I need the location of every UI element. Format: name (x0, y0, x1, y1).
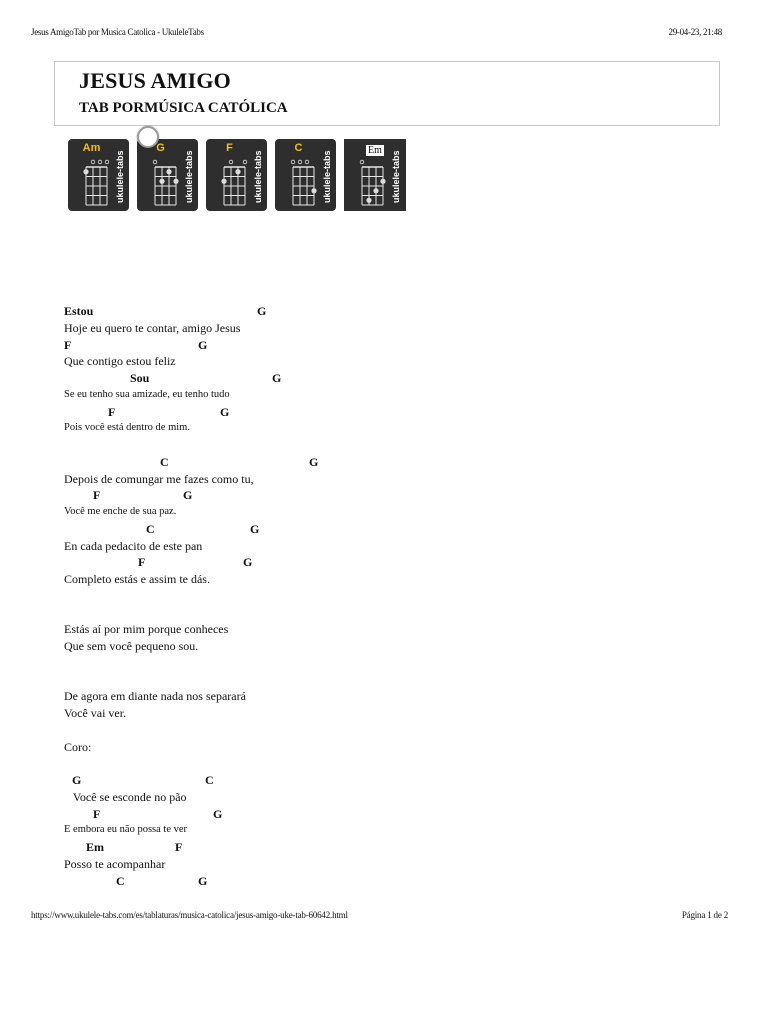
blank-line (64, 722, 524, 739)
lyric-line: De agora em diante nada nos separará (64, 689, 246, 704)
song-subtitle: TAB PORMÚSICA CATÓLICA (79, 100, 288, 116)
finger-dot (380, 179, 385, 184)
chord-symbol: Estou (64, 304, 94, 318)
chord-fretboard (82, 157, 112, 209)
chord-symbol: G (183, 488, 193, 503)
chord-symbol: G (250, 521, 260, 536)
chord-line (64, 303, 524, 320)
chord-symbol: F (175, 840, 183, 854)
chord-fretboard (220, 157, 250, 209)
finger-dot (173, 179, 178, 184)
brand-label: ukulele-tabs (253, 150, 263, 204)
lyric-line: Você se esconde no pão (64, 789, 187, 804)
brand-label: ukulele-tabs (322, 150, 332, 204)
chord-line (64, 370, 524, 387)
song-title-box (54, 61, 720, 126)
open-string-marker (243, 160, 247, 164)
chord-line (64, 337, 524, 354)
chord-line (64, 554, 524, 571)
chord-symbol: C (160, 454, 169, 469)
chord-fretboard (151, 157, 181, 209)
blank-line (64, 605, 524, 622)
chord-symbol: Sou (130, 371, 150, 385)
lyric-line: Depois de comungar me fazes como tu, (64, 471, 254, 486)
chord-symbol: C (205, 773, 214, 787)
chord-name: C (294, 142, 303, 154)
lyric-line: Você me enche de sua paz. (64, 506, 177, 517)
chord-line (64, 521, 524, 538)
blank-line (64, 655, 524, 672)
chord-symbol: F (93, 488, 101, 503)
lyric-line: Se eu tenho sua amizade, eu tenho tudo (64, 388, 230, 400)
finger-dot (366, 198, 371, 203)
chord-name: Am (82, 142, 101, 154)
chord-line (64, 487, 524, 504)
chord-card-g (137, 139, 198, 211)
chord-symbol: G (309, 454, 319, 469)
chord-card-c (275, 139, 336, 211)
chord-name: F (226, 142, 233, 154)
open-string-marker (153, 160, 157, 164)
finger-dot (311, 188, 316, 193)
open-string-marker (360, 160, 364, 164)
brand-label: ukulele-tabs (391, 150, 401, 204)
chord-card-f (206, 139, 267, 211)
open-string-marker (298, 160, 302, 164)
blank-line (64, 588, 524, 605)
lyric-line: Que sem você pequeno sou. (64, 639, 199, 653)
lyric-line: En cada pedacito de este pan (64, 538, 203, 553)
brand-label: ukulele-tabs (115, 150, 125, 204)
chord-symbol: F (93, 806, 101, 821)
lyric-line: Estás aí por mim porque conheces (64, 622, 229, 637)
chord-symbol: F (108, 404, 116, 419)
chord-name: G (156, 142, 165, 154)
blank-line (64, 672, 524, 689)
chord-symbol: G (272, 371, 282, 385)
lyric-line: Que contigo estou feliz (64, 354, 176, 369)
chord-symbol: G (257, 304, 267, 318)
lyric-line: E embora eu não possa te ver (64, 824, 188, 836)
open-string-marker (98, 160, 102, 164)
lyrics-sheet (64, 303, 524, 889)
print-header-title: Jesus AmigoTab por Musica Catolica - UkuleleTabs (31, 27, 204, 37)
chord-line (64, 839, 524, 856)
chord-fretboard (358, 157, 388, 209)
finger-dot (166, 169, 171, 174)
chord-line (64, 404, 524, 421)
chord-card-em (344, 139, 406, 211)
lyric-line: Hoje eu quero te contar, amigo Jesus (64, 320, 241, 335)
chord-line (64, 454, 524, 471)
lyric-line: Pois você está dentro de mim. (64, 422, 190, 434)
brand-label: ukulele-tabs (184, 150, 194, 204)
chord-symbol: F (64, 337, 72, 352)
finger-dot (221, 179, 226, 184)
chord-line (64, 806, 524, 823)
chord-symbol: G (198, 873, 208, 888)
cursor-circle-icon (137, 126, 159, 148)
chord-card-am (68, 139, 129, 211)
open-string-marker (229, 160, 233, 164)
lyric-line: Você vai ver. (64, 706, 127, 720)
blank-line (64, 437, 524, 454)
print-footer-page: Página 1 de 2 (681, 910, 728, 920)
chord-symbol: F (138, 555, 146, 570)
chord-symbol: C (146, 521, 155, 536)
lyric-line: Completo estás e assim te dás. (64, 572, 210, 586)
chord-fretboard (289, 157, 319, 209)
chord-symbol: G (72, 773, 82, 787)
open-string-marker (291, 160, 295, 164)
chord-symbol: G (220, 404, 230, 419)
lyric-line: Coro: (64, 739, 92, 754)
chord-line (64, 772, 524, 789)
chord-symbol: G (198, 337, 208, 352)
song-title: JESUS AMIGO (79, 68, 231, 93)
chord-symbol: Em (86, 840, 104, 854)
chord-symbol: G (243, 555, 253, 570)
print-footer-url: https://www.ukulele-tabs.com/es/tablaturas/musica-catolica/jesus-amigo-uke-tab-60642.html (31, 910, 348, 920)
open-string-marker (105, 160, 109, 164)
finger-dot (235, 169, 240, 174)
blank-line (64, 755, 524, 772)
open-string-marker (91, 160, 95, 164)
chord-line (64, 873, 524, 890)
chord-name: Em (368, 145, 382, 156)
print-header-datetime: 29-04-23, 21:48 (668, 27, 722, 37)
open-string-marker (305, 160, 309, 164)
lyric-line: Posso te acompanhar (64, 856, 166, 871)
chord-symbol: C (116, 873, 125, 888)
chord-symbol: G (213, 806, 223, 821)
finger-dot (83, 169, 88, 174)
finger-dot (159, 179, 164, 184)
finger-dot (373, 188, 378, 193)
